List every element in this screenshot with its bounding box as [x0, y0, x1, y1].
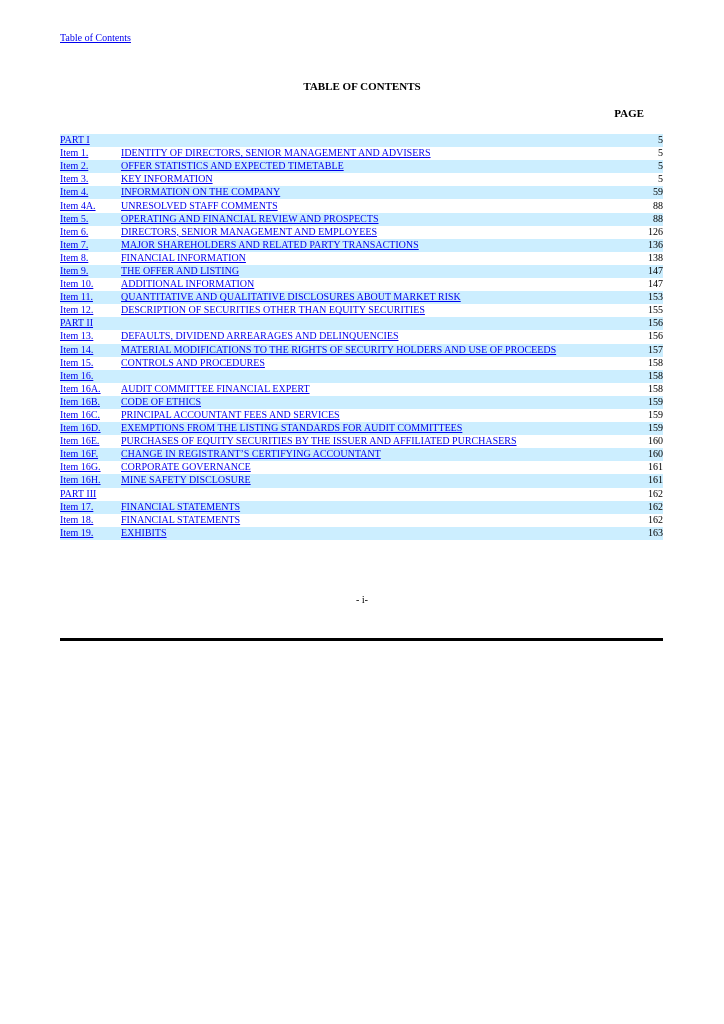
toc-item-link[interactable]: Item 11.: [60, 292, 93, 304]
toc-page-number: 156: [648, 331, 663, 343]
toc-item-cell: [60, 344, 121, 357]
toc-row: [60, 226, 663, 239]
toc-title-cell: [121, 278, 621, 291]
toc-title-cell: [121, 488, 621, 501]
toc-item-cell: [60, 226, 121, 239]
toc-item-link[interactable]: PART II: [60, 318, 94, 330]
toc-title-cell: [121, 527, 621, 540]
toc-row: [60, 409, 663, 422]
toc-title-cell: [121, 435, 621, 448]
toc-item-link[interactable]: Item 4A.: [60, 200, 96, 212]
toc-page-number: 159: [648, 410, 663, 422]
toc-title-cell: [121, 383, 621, 396]
toc-title-cell: [121, 252, 621, 265]
toc-page-number: 126: [648, 226, 663, 238]
toc-title-link[interactable]: DIRECTORS, SENIOR MANAGEMENT AND EMPLOYEES: [121, 226, 378, 238]
toc-page-number: 5: [621, 134, 663, 147]
toc-item-link[interactable]: PART III: [60, 488, 97, 500]
toc-title-cell: [121, 160, 621, 173]
toc-item-cell: [60, 474, 121, 487]
toc-title-link[interactable]: PURCHASES OF EQUITY SECURITIES BY THE ISSUER AND AFFILIATED PURCHASERS: [121, 436, 517, 448]
toc-page-number: 160: [648, 436, 663, 448]
toc-row: [60, 160, 663, 173]
toc-row: [60, 134, 663, 147]
toc-title-link[interactable]: IDENTITY OF DIRECTORS, SENIOR MANAGEMENT AND ADVISERS: [121, 148, 431, 160]
page-number: - i-: [356, 595, 368, 606]
table-of-contents-link[interactable]: Table of Contents: [60, 33, 131, 44]
toc-page-number: 158: [648, 357, 663, 369]
toc-page-number: 161: [648, 462, 663, 474]
toc-row: [60, 291, 663, 304]
toc-item-link[interactable]: Item 4.: [60, 187, 89, 199]
toc-item-link[interactable]: Item 13.: [60, 331, 94, 343]
toc-item-cell: [60, 448, 121, 461]
toc-title-link[interactable]: AUDIT COMMITTEE FINANCIAL EXPERT: [121, 383, 310, 395]
toc-title-link[interactable]: THE OFFER AND LISTING: [121, 265, 240, 277]
toc-title-cell: [121, 265, 621, 278]
toc-row: [60, 252, 663, 265]
toc-item-link[interactable]: Item 5.: [60, 213, 89, 225]
page-divider-rule: [60, 638, 663, 641]
toc-page-number: 162: [621, 501, 663, 514]
toc-item-cell: [60, 147, 121, 160]
toc-page-number: 157: [621, 344, 663, 357]
toc-page-number: 59: [621, 186, 663, 199]
toc-item-cell: [60, 409, 121, 422]
toc-item-link[interactable]: Item 3.: [60, 174, 89, 186]
toc-page-number: 5: [621, 160, 663, 173]
toc-item-link[interactable]: Item 16E.: [60, 436, 100, 448]
toc-item-cell: [60, 304, 121, 317]
toc-row: [60, 344, 663, 357]
toc-title-link[interactable]: DESCRIPTION OF SECURITIES OTHER THAN EQUITY SECURITIES: [121, 305, 425, 317]
toc-title-link[interactable]: EXEMPTIONS FROM THE LISTING STANDARDS FOR AUDIT COMMITTEES: [121, 423, 463, 435]
toc-title-link[interactable]: FINANCIAL INFORMATION: [121, 252, 246, 264]
toc-row: [60, 213, 663, 226]
toc-row: [60, 501, 663, 514]
toc-item-cell: [60, 501, 121, 514]
toc-item-link[interactable]: Item 15.: [60, 357, 94, 369]
toc-title-cell: [121, 501, 621, 514]
toc-item-cell: [60, 370, 121, 383]
toc-item-cell: [60, 252, 121, 265]
toc-item-link[interactable]: Item 16C.: [60, 410, 100, 422]
toc-row: [60, 173, 663, 186]
toc-item-link[interactable]: Item 16D.: [60, 423, 101, 435]
toc-title-cell: [121, 474, 621, 487]
toc-item-link[interactable]: Item 16B.: [60, 396, 100, 408]
toc-item-cell: [60, 239, 121, 252]
toc-item-cell: [60, 265, 121, 278]
toc-item-link[interactable]: Item 14.: [60, 344, 94, 356]
toc-page-number: 161: [621, 474, 663, 487]
toc-title-link[interactable]: FINANCIAL STATEMENTS: [121, 514, 241, 526]
toc-item-cell: [60, 461, 121, 474]
toc-title-cell: [121, 304, 621, 317]
toc-row: [60, 330, 663, 343]
toc-item-cell: [60, 514, 121, 527]
toc-title-cell: [121, 461, 621, 474]
toc-title-link[interactable]: CORPORATE GOVERNANCE: [121, 462, 251, 474]
toc-row: [60, 527, 663, 540]
toc-title-cell: [121, 186, 621, 199]
toc-item-cell: [60, 291, 121, 304]
toc-item-cell: [60, 396, 121, 409]
toc-row: [60, 435, 663, 448]
toc-item-cell: [60, 422, 121, 435]
toc-page-number: 158: [648, 383, 663, 395]
toc-row: [60, 488, 663, 501]
toc-title-cell: [121, 448, 621, 461]
toc-title-cell: [121, 239, 621, 252]
toc-item-link[interactable]: Item 8.: [60, 252, 89, 264]
toc-title-link[interactable]: OFFER STATISTICS AND EXPECTED TIMETABLE: [121, 161, 344, 173]
toc-row: [60, 396, 663, 409]
toc-title-cell: [121, 317, 621, 330]
toc-title-cell: [121, 134, 621, 147]
toc-item-link[interactable]: Item 12.: [60, 305, 94, 317]
toc-row: [60, 265, 663, 278]
toc-item-cell: [60, 278, 121, 291]
toc-title-cell: [121, 226, 621, 239]
toc-item-link[interactable]: Item 19.: [60, 527, 94, 539]
toc-row: [60, 370, 663, 383]
toc-title-cell: [121, 370, 621, 383]
toc-item-link[interactable]: Item 1.: [60, 148, 89, 160]
toc-item-link[interactable]: Item 9.: [60, 265, 89, 277]
toc-item-cell: [60, 383, 121, 396]
toc-item-cell: [60, 213, 121, 226]
toc-item-link[interactable]: Item 6.: [60, 226, 89, 238]
toc-item-cell: [60, 160, 121, 173]
toc-title-link[interactable]: KEY INFORMATION: [121, 174, 213, 186]
toc-row: [60, 514, 663, 527]
toc-page-number: 159: [621, 396, 663, 409]
toc-title-link[interactable]: EXHIBITS: [121, 527, 167, 539]
toc-title-cell: [121, 409, 621, 422]
toc-title-link[interactable]: UNRESOLVED STAFF COMMENTS: [121, 200, 278, 212]
toc-item-link[interactable]: Item 16A.: [60, 383, 101, 395]
toc-item-cell: [60, 527, 121, 540]
toc-item-link[interactable]: PART I: [60, 135, 90, 147]
toc-page-number: 163: [621, 527, 663, 540]
toc-item-cell: [60, 317, 121, 330]
toc-body: [60, 134, 663, 540]
toc-row: [60, 461, 663, 474]
page-column-header: PAGE: [614, 108, 644, 120]
toc-page-number: 147: [621, 265, 663, 278]
toc-item-cell: [60, 488, 121, 501]
toc-title-cell: [121, 291, 621, 304]
toc-page-number: 155: [648, 305, 663, 317]
toc-row: [60, 357, 663, 370]
toc-title-link[interactable]: CHANGE IN REGISTRANT’S CERTIFYING ACCOUNTANT: [121, 449, 381, 461]
toc-title-cell: [121, 173, 621, 186]
toc-title-link[interactable]: ADDITIONAL INFORMATION: [121, 279, 255, 291]
toc-title-cell: [121, 147, 621, 160]
toc-page-number: 88: [653, 200, 663, 212]
toc-item-link[interactable]: Item 16.: [60, 370, 94, 382]
toc-title-cell: [121, 514, 621, 527]
toc-page-number: 88: [621, 213, 663, 226]
toc-row: [60, 383, 663, 396]
toc-page-number: 147: [648, 279, 663, 291]
toc-item-cell: [60, 330, 121, 343]
toc-row: [60, 278, 663, 291]
toc-title-cell: [121, 396, 621, 409]
toc-page-number: 5: [658, 148, 663, 160]
toc-row: [60, 448, 663, 461]
toc-title-link[interactable]: CODE OF ETHICS: [121, 396, 202, 408]
toc-item-link[interactable]: Item 10.: [60, 279, 94, 291]
toc-row: [60, 239, 663, 252]
toc-table: [60, 134, 663, 540]
toc-title-cell: [121, 199, 621, 212]
toc-item-cell: [60, 435, 121, 448]
toc-page-number: 153: [621, 291, 663, 304]
toc-row: [60, 147, 663, 160]
toc-title-cell: [121, 213, 621, 226]
toc-title-link[interactable]: OPERATING AND FINANCIAL REVIEW AND PROSPECTS: [121, 213, 379, 225]
toc-row: [60, 474, 663, 487]
toc-page-number: 136: [621, 239, 663, 252]
toc-page-number: 159: [621, 422, 663, 435]
toc-title-link[interactable]: MAJOR SHAREHOLDERS AND RELATED PARTY TRANSACTIONS: [121, 239, 419, 251]
toc-item-link[interactable]: Item 16F.: [60, 449, 99, 461]
toc-title-link[interactable]: MATERIAL MODIFICATIONS TO THE RIGHTS OF SECURITY HOLDERS AND USE OF PROCEEDS: [121, 344, 557, 356]
toc-title-cell: [121, 330, 621, 343]
toc-page-number: 162: [648, 514, 663, 526]
toc-title-link[interactable]: PRINCIPAL ACCOUNTANT FEES AND SERVICES: [121, 410, 340, 422]
toc-item-cell: [60, 134, 121, 147]
toc-page-number: 162: [648, 488, 663, 500]
toc-page-number: 138: [648, 252, 663, 264]
toc-page-number: 160: [621, 448, 663, 461]
toc-title-link[interactable]: INFORMATION ON THE COMPANY: [121, 187, 281, 199]
toc-item-link[interactable]: Item 17.: [60, 501, 94, 513]
toc-item-link[interactable]: Item 16H.: [60, 475, 101, 487]
toc-title-link[interactable]: DEFAULTS, DIVIDEND ARREARAGES AND DELINQUENCIES: [121, 331, 399, 343]
toc-title-cell: [121, 357, 621, 370]
toc-item-link[interactable]: Item 18.: [60, 514, 94, 526]
toc-page-number: 158: [621, 370, 663, 383]
toc-title-link[interactable]: FINANCIAL STATEMENTS: [121, 501, 241, 513]
toc-title-cell: [121, 422, 621, 435]
toc-title: TABLE OF CONTENTS: [303, 81, 421, 93]
toc-title-link[interactable]: QUANTITATIVE AND QUALITATIVE DISCLOSURES ABOUT MARKET RISK: [121, 292, 461, 304]
toc-item-link[interactable]: Item 16G.: [60, 462, 101, 474]
toc-title-cell: [121, 344, 621, 357]
toc-page-number: 5: [658, 174, 663, 186]
toc-item-cell: [60, 357, 121, 370]
toc-title-link[interactable]: CONTROLS AND PROCEDURES: [121, 357, 265, 369]
toc-page-number: 156: [621, 317, 663, 330]
toc-row: [60, 317, 663, 330]
toc-row: [60, 422, 663, 435]
toc-item-cell: [60, 199, 121, 212]
toc-row: [60, 199, 663, 212]
toc-row: [60, 186, 663, 199]
toc-item-link[interactable]: Item 2.: [60, 161, 89, 173]
toc-item-cell: [60, 173, 121, 186]
toc-row: [60, 304, 663, 317]
toc-item-cell: [60, 186, 121, 199]
toc-item-link[interactable]: Item 7.: [60, 239, 89, 251]
toc-title-link[interactable]: MINE SAFETY DISCLOSURE: [121, 475, 251, 487]
